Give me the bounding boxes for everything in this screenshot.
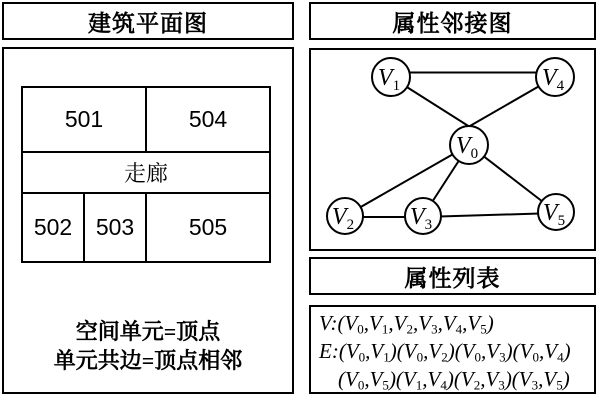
floor-plan-title-box: [2, 2, 294, 40]
graph-node-V1-label: $V_1$: [377, 65, 401, 94]
caption-spatial-unit: 空间单元=顶点: [75, 319, 221, 344]
adjacency-graph-title: 属性邻接图: [392, 10, 513, 36]
room-corridor-label: 走廊: [123, 161, 168, 186]
room-502: [23, 194, 85, 261]
adjacency-graph-panel: [309, 48, 596, 251]
adjacency-graph: [311, 50, 594, 249]
room-502-label: 502: [33, 214, 73, 240]
graph-edge-V0-V2: [345, 145, 469, 216]
room-504-label: 504: [188, 106, 228, 132]
floor-row-bottom: [23, 194, 269, 261]
room-504: [147, 88, 269, 151]
graph-edge-V3-V5: [423, 213, 556, 217]
attribute-list-panel: [309, 305, 596, 394]
room-501-label: 501: [64, 106, 104, 132]
attribute-list-title: 属性列表: [404, 265, 501, 291]
edge-set-line-1: $E:(V_0,V_1)(V_0,V_2)(V_0,V_3)(V_0,V_4)$: [319, 339, 571, 365]
caption-shared-edge: 单元共边=顶点相邻: [53, 348, 243, 373]
room-corridor: [23, 153, 269, 192]
vertex-set-line: $V:(V_0,V_1,V_2,V_3,V_4,V_5)$: [319, 311, 494, 337]
floor-plan-title: 建筑平面图: [88, 10, 208, 36]
graph-node-V4-label: $V_4$: [541, 65, 565, 94]
graph-node-V0-label: $V_0$: [455, 133, 479, 162]
floor-plan-table: [21, 86, 271, 263]
floor-row-top: [23, 88, 269, 153]
room-503-label: 503: [95, 214, 135, 240]
room-501: [23, 88, 147, 151]
room-505-label: 505: [188, 214, 228, 240]
graph-node-V3-label: $V_3$: [409, 204, 433, 233]
room-505: [147, 194, 269, 261]
graph-node-V2-label: $V_2$: [331, 204, 355, 233]
attribute-list-title-box: [309, 257, 596, 295]
adjacency-graph-title-box: [309, 2, 596, 40]
floor-row-corridor: [23, 153, 269, 194]
graph-node-V5-label: $V_5$: [542, 200, 566, 229]
room-503: [85, 194, 147, 261]
edge-set-line-2: $(V_0,V_5)(V_1,V_4)(V_2,V_3)(V_3,V_5)$: [338, 367, 570, 393]
